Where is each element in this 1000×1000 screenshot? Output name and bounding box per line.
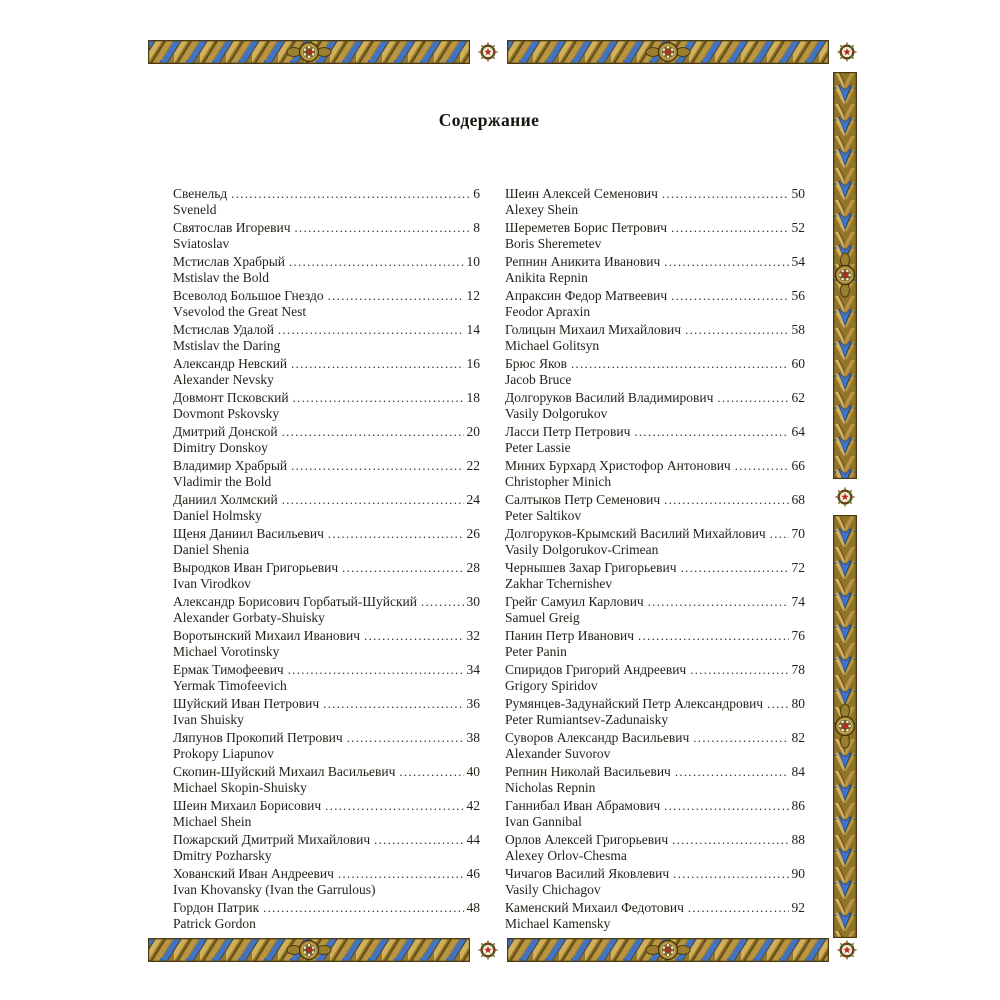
dot-leader [693,731,788,746]
toc-entry [505,866,805,897]
toc-entry [505,662,805,693]
entry-title-en: Vasily Chichagov [505,882,601,897]
entry-title-en: Mstislav the Daring [173,338,281,353]
toc-entry [173,832,480,863]
toc-entry [505,492,805,523]
entry-page-number: 56 [791,288,805,303]
entry-page-number: 8 [473,220,480,235]
dot-leader [672,833,788,848]
dot-leader [282,493,464,508]
toc-entry [505,288,805,319]
entry-title-en: Vladimir the Bold [173,474,272,489]
entry-title-ru: Миних Бурхард Христофор Антонович [505,458,731,473]
toc-entry [173,424,480,455]
dot-leader [325,799,463,814]
entry-page-number: 10 [466,254,480,269]
entry-page-number: 54 [791,254,805,269]
toc-entry [505,764,805,795]
entry-title-ru: Хованский Иван Андреевич [173,866,334,881]
entry-title-en: Peter Rumiantsev-Zadunaisky [505,712,669,727]
toc-entry [173,492,480,523]
dot-leader [688,901,789,916]
rosette-icon [835,486,855,508]
entry-title-ru: Чичагов Василий Яковлевич [505,866,670,881]
ornamental-border-top [148,40,857,64]
entry-title-ru: Шереметев Борис Петрович [505,220,668,235]
toc-entry [173,288,480,319]
entry-title-ru: Александр Борисович Горбатый-Шуйский [173,594,417,609]
entry-title-en: Michael Skopin-Shuisky [173,780,307,795]
toc-entry [173,220,480,251]
entry-page-number: 14 [466,322,480,337]
toc-entry [505,356,805,387]
entry-title-ru: Ляпунов Прокопий Петрович [173,730,343,745]
toc-entry [505,254,805,285]
entry-page-number: 40 [466,764,480,779]
dot-leader [634,425,788,440]
laurel-braid-segment-vertical [833,72,857,479]
entry-title-ru: Репнин Николай Васильевич [505,764,671,779]
entry-page-number: 92 [791,900,805,915]
entry-page-number: 38 [466,730,480,745]
entry-title-en: Michael Vorotinsky [173,644,280,659]
dot-leader [231,187,470,202]
entry-page-number: 18 [466,390,480,405]
entry-page-number: 60 [791,356,805,371]
dot-leader [347,731,464,746]
entry-title-en: Vasily Dolgorukov-Crimean [505,542,659,557]
dot-leader [328,289,464,304]
entry-title-en: Prokopy Liapunov [173,746,274,761]
dot-leader [278,323,464,338]
entry-title-en: Patrick Gordon [173,916,256,931]
entry-page-number: 6 [473,186,480,201]
entry-title-en: Samuel Greig [505,610,580,625]
entry-title-ru: Панин Петр Иванович [505,628,635,643]
toc-entry [173,594,480,625]
dot-leader [374,833,463,848]
entry-title-ru: Ермак Тимофеевич [173,662,284,677]
entry-title-en: Daniel Shenia [173,542,250,557]
entry-page-number: 34 [466,662,480,677]
entry-title-ru: Скопин-Шуйский Михаил Васильевич [173,764,396,779]
entry-title-ru: Грейг Самуил Карлович [505,594,644,609]
toc-entry [173,526,480,557]
laurel-braid-segment [148,40,470,64]
entry-title-en: Mstislav the Bold [173,270,270,285]
dot-leader [662,187,789,202]
entry-title-ru: Выродков Иван Григорьевич [173,560,339,575]
dot-leader [717,391,788,406]
dot-leader [735,459,789,474]
entry-page-number: 62 [791,390,805,405]
entry-title-ru: Шеин Алексей Семенович [505,186,658,201]
entry-title-ru: Репнин Аникита Иванович [505,254,661,269]
dot-leader [293,391,464,406]
toc-entry [173,730,480,761]
dot-leader [328,527,464,542]
entry-page-number: 36 [466,696,480,711]
entry-page-number: 22 [466,458,480,473]
entry-title-ru: Даниил Холмский [173,492,278,507]
entry-page-number: 64 [791,424,805,439]
dot-leader [399,765,463,780]
toc-entry [173,186,480,217]
entry-title-en: Alexander Nevsky [173,372,274,387]
entry-page-number: 12 [466,288,480,303]
toc-column-left [173,186,480,934]
toc-entry [505,832,805,863]
entry-title-ru: Чернышев Захар Григорьевич [505,560,677,575]
dot-leader [364,629,463,644]
entry-title-en: Michael Golitsyn [505,338,600,353]
dot-leader [263,901,463,916]
entry-title-ru: Суворов Александр Васильевич [505,730,690,745]
entry-title-ru: Мстислав Удалой [173,322,274,337]
entry-page-number: 72 [791,560,805,575]
dot-leader [342,561,463,576]
entry-page-number: 50 [791,186,805,201]
entry-title-en: Zakhar Tchernishev [505,576,613,591]
entry-page-number: 70 [791,526,805,541]
entry-title-ru: Орлов Алексей Григорьевич [505,832,669,847]
entry-page-number: 46 [466,866,480,881]
entry-title-en: Peter Panin [505,644,567,659]
entry-title-ru: Святослав Игоревич [173,220,291,235]
toc-entry [505,560,805,591]
entry-title-ru: Дмитрий Донской [173,424,278,439]
toc-entry [505,220,805,251]
entry-title-en: Daniel Holmsky [173,508,262,523]
toc-entry [173,696,480,727]
entry-title-ru: Румянцев-Задунайский Петр Александрович [505,696,764,711]
dot-leader [690,663,788,678]
entry-title-ru: Ганнибал Иван Абрамович [505,798,661,813]
entry-page-number: 84 [791,764,805,779]
entry-page-number: 90 [791,866,805,881]
dot-leader [675,765,789,780]
dot-leader [673,867,788,882]
entry-title-ru: Шеин Михаил Борисович [173,798,322,813]
entry-title-en: Feodor Apraxin [505,304,591,319]
entry-title-en: Vsevolod the Great Nest [173,304,307,319]
entry-title-en: Ivan Khovansky (Ivan the Garrulous) [173,882,376,897]
ornamental-border-right [833,72,857,938]
rosette-icon [837,41,857,63]
toc-entry [505,594,805,625]
entry-title-ru: Гордон Патрик [173,900,260,915]
toc-entry [505,628,805,659]
entry-page-number: 86 [791,798,805,813]
entry-page-number: 16 [466,356,480,371]
entry-page-number: 58 [791,322,805,337]
toc-entry [173,254,480,285]
entry-page-number: 30 [466,594,480,609]
entry-title-en: Peter Saltikov [505,508,582,523]
toc-entry [173,662,480,693]
dot-leader [282,425,464,440]
rosette-icon [837,939,857,961]
entry-title-en: Ivan Gannibal [505,814,582,829]
entry-page-number: 68 [791,492,805,507]
toc-entry [505,458,805,489]
toc-entry [173,322,480,353]
entry-title-en: Sviatoslav [173,236,230,251]
entry-page-number: 74 [791,594,805,609]
table-of-contents [173,186,805,934]
entry-title-ru: Владимир Храбрый [173,458,288,473]
entry-page-number: 82 [791,730,805,745]
entry-title-ru: Довмонт Псковский [173,390,289,405]
entry-title-ru: Александр Невский [173,356,288,371]
entry-page-number: 44 [466,832,480,847]
toc-entry [173,628,480,659]
dot-leader [295,221,471,236]
dot-leader [685,323,788,338]
entry-title-en: Nicholas Repnin [505,780,596,795]
entry-title-en: Dimitry Donskoy [173,440,268,455]
entry-title-ru: Всеволод Большое Гнездо [173,288,324,303]
entry-title-ru: Мстислав Храбрый [173,254,285,269]
page-title: Содержание [438,110,540,130]
entry-title-ru: Апраксин Федор Матвеевич [505,288,668,303]
entry-page-number: 48 [466,900,480,915]
dot-leader [671,221,788,236]
toc-entry [173,356,480,387]
entry-page-number: 66 [791,458,805,473]
entry-title-en: Jacob Bruce [505,372,572,387]
toc-entry [173,390,480,421]
rosette-icon [478,41,498,63]
entry-title-en: Dmitry Pozharsky [173,848,272,863]
entry-title-ru: Спиридов Григорий Андреевич [505,662,687,677]
dot-leader [681,561,789,576]
laurel-braid-segment [507,938,829,962]
toc-entry [505,186,805,217]
entry-title-en: Ivan Shuisky [173,712,244,727]
entry-title-ru: Каменский Михаил Федотович [505,900,684,915]
entry-page-number: 26 [466,526,480,541]
toc-entry [505,900,805,931]
entry-title-en: Grigory Spiridov [505,678,598,693]
dot-leader [338,867,464,882]
toc-entry [505,798,805,829]
toc-entry [173,458,480,489]
entry-title-en: Peter Lassie [505,440,571,455]
dot-leader [571,357,789,372]
entry-title-en: Dovmont Pskovsky [173,406,280,421]
entry-page-number: 24 [466,492,480,507]
toc-entry [173,866,480,897]
dot-leader [664,493,788,508]
entry-title-ru: Ласси Петр Петрович [505,424,631,439]
entry-title-en: Christopher Minich [505,474,612,489]
entry-page-number: 78 [791,662,805,677]
dot-leader [291,459,463,474]
entry-title-ru: Брюс Яков [505,356,567,371]
dot-leader [289,255,464,270]
entry-title-en: Anikita Repnin [505,270,588,285]
entry-page-number: 76 [791,628,805,643]
dot-leader [421,595,464,610]
entry-title-ru: Шуйский Иван Петрович [173,696,320,711]
toc-entry [173,900,480,931]
entry-title-ru: Голицын Михаил Михайлович [505,322,682,337]
entry-title-en: Alexander Suvorov [505,746,611,761]
entry-title-en: Vasily Dolgorukov [505,406,608,421]
dot-leader [638,629,788,644]
entry-title-ru: Свенельд [173,186,228,201]
laurel-braid-segment-vertical [833,515,857,938]
toc-entry [505,390,805,421]
entry-title-en: Boris Sheremetev [505,236,602,251]
entry-title-en: Michael Kamensky [505,916,611,931]
dot-leader [288,663,464,678]
entry-title-en: Alexey Orlov-Chesma [505,848,627,863]
entry-title-ru: Долгоруков Василий Владимирович [505,390,714,405]
entry-page-number: 80 [791,696,805,711]
toc-entry [505,696,805,727]
entry-page-number: 88 [791,832,805,847]
entry-title-en: Alexander Gorbaty-Shuisky [173,610,325,625]
entry-title-ru: Пожарский Дмитрий Михайлович [173,832,371,847]
entry-title-en: Yermak Timofeevich [173,678,287,693]
entry-title-ru: Салтыков Петр Семенович [505,492,661,507]
dot-leader [767,697,788,712]
dot-leader [291,357,463,372]
entry-page-number: 28 [466,560,480,575]
toc-column-right [505,186,805,934]
dot-leader [323,697,463,712]
laurel-braid-segment [148,938,470,962]
ornamental-border-bottom [148,938,857,962]
dot-leader [648,595,789,610]
entry-title-en: Sveneld [173,202,217,217]
rosette-icon [478,939,498,961]
toc-entry [173,798,480,829]
toc-entry [173,764,480,795]
entry-title-en: Alexey Shein [505,202,579,217]
dot-leader [671,289,788,304]
toc-entry [173,560,480,591]
entry-page-number: 32 [466,628,480,643]
toc-entry [505,526,805,557]
entry-title-ru: Воротынский Михаил Иванович [173,628,361,643]
dot-leader [770,527,789,542]
toc-entry [505,322,805,353]
dot-leader [664,255,788,270]
entry-title-ru: Долгоруков-Крымский Василий Михайлович [505,526,766,541]
entry-page-number: 52 [791,220,805,235]
entry-title-en: Michael Shein [173,814,252,829]
entry-page-number: 42 [466,798,480,813]
dot-leader [664,799,788,814]
entry-page-number: 20 [466,424,480,439]
toc-entry [505,730,805,761]
entry-title-en: Ivan Virodkov [173,576,252,591]
toc-entry [505,424,805,455]
entry-title-ru: Щеня Даниил Васильевич [173,526,324,541]
laurel-braid-segment [507,40,829,64]
